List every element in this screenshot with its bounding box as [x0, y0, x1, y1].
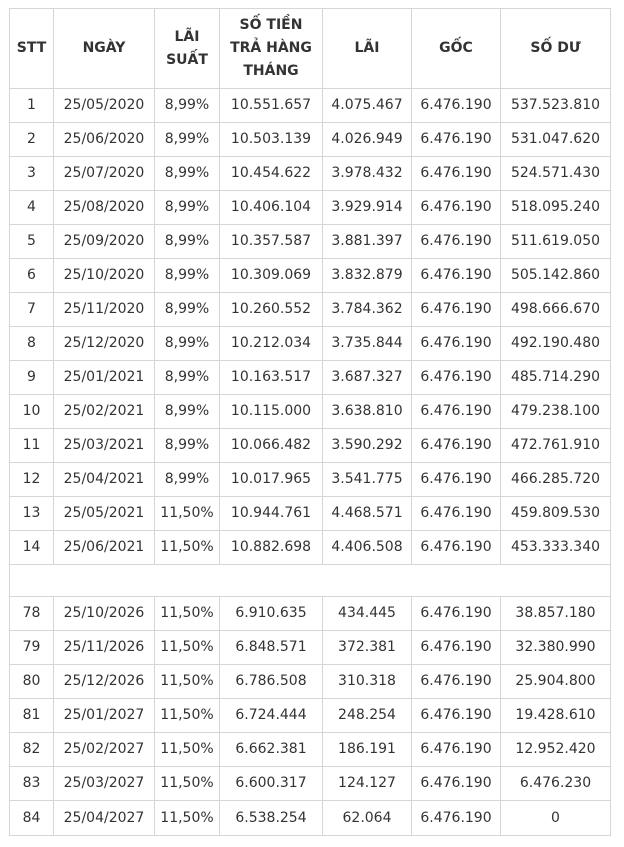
cell-lai-suat: 8,99%: [155, 259, 220, 293]
cell-lai: 3.978.432: [323, 157, 412, 191]
cell-so-tien: 10.503.139: [220, 123, 323, 157]
cell-lai-suat: 8,99%: [155, 463, 220, 497]
table-row: [10, 497, 611, 531]
cell-goc: 6.476.190: [412, 767, 501, 801]
cell-lai: 372.381: [323, 631, 412, 665]
cell-ngay: 25/12/2026: [54, 665, 155, 699]
cell-goc: 6.476.190: [412, 463, 501, 497]
cell-ngay: 25/04/2021: [54, 463, 155, 497]
cell-so-du: 466.285.720: [501, 463, 611, 497]
cell-so-tien: 10.309.069: [220, 259, 323, 293]
cell-so-du: 32.380.990: [501, 631, 611, 665]
cell-lai: 3.784.362: [323, 293, 412, 327]
cell-lai-suat: 8,99%: [155, 293, 220, 327]
table-row: [10, 395, 611, 429]
cell-ngay: 25/03/2027: [54, 767, 155, 801]
cell-lai-suat: 11,50%: [155, 767, 220, 801]
cell-ngay: 25/04/2027: [54, 801, 155, 836]
cell-lai: 3.832.879: [323, 259, 412, 293]
cell-stt: 7: [10, 293, 54, 327]
cell-lai-suat: 8,99%: [155, 157, 220, 191]
cell-so-tien: 10.163.517: [220, 361, 323, 395]
cell-lai: 310.318: [323, 665, 412, 699]
cell-lai-suat: 8,99%: [155, 395, 220, 429]
cell-lai: 434.445: [323, 597, 412, 631]
cell-goc: 6.476.190: [412, 631, 501, 665]
cell-ngay: 25/11/2026: [54, 631, 155, 665]
cell-ngay: 25/01/2021: [54, 361, 155, 395]
table-row: [10, 631, 611, 665]
cell-ngay: 25/09/2020: [54, 225, 155, 259]
cell-so-du: 472.761.910: [501, 429, 611, 463]
cell-so-tien: 6.600.317: [220, 767, 323, 801]
cell-so-tien: 6.848.571: [220, 631, 323, 665]
cell-lai: 62.064: [323, 801, 412, 836]
cell-stt: 11: [10, 429, 54, 463]
header-so-du: SỐ DƯ: [501, 9, 611, 89]
table-row: [10, 157, 611, 191]
cell-stt: 83: [10, 767, 54, 801]
cell-ngay: 25/12/2020: [54, 327, 155, 361]
cell-lai: 4.026.949: [323, 123, 412, 157]
cell-ngay: 25/06/2020: [54, 123, 155, 157]
cell-lai-suat: 8,99%: [155, 89, 220, 123]
table-row: [10, 361, 611, 395]
header-stt: STT: [10, 9, 54, 89]
cell-stt: 80: [10, 665, 54, 699]
cell-so-du: 6.476.230: [501, 767, 611, 801]
cell-so-du: 537.523.810: [501, 89, 611, 123]
header-ngay: NGÀY: [54, 9, 155, 89]
cell-lai: 3.735.844: [323, 327, 412, 361]
table-row: [10, 225, 611, 259]
table-row: [10, 733, 611, 767]
cell-ngay: 25/10/2020: [54, 259, 155, 293]
cell-goc: 6.476.190: [412, 395, 501, 429]
header-lai: LÃI: [323, 9, 412, 89]
cell-stt: 13: [10, 497, 54, 531]
cell-stt: 79: [10, 631, 54, 665]
cell-lai: 186.191: [323, 733, 412, 767]
cell-goc: 6.476.190: [412, 429, 501, 463]
cell-lai: 4.075.467: [323, 89, 412, 123]
cell-ngay: 25/02/2021: [54, 395, 155, 429]
table-header-row: [10, 9, 611, 89]
header-so-tien-tra-hang-thang: SỐ TIỀN TRẢ HÀNG THÁNG: [220, 9, 323, 89]
table-row: [10, 123, 611, 157]
cell-lai: 3.881.397: [323, 225, 412, 259]
cell-ngay: 25/05/2020: [54, 89, 155, 123]
cell-lai: 3.929.914: [323, 191, 412, 225]
cell-lai-suat: 8,99%: [155, 123, 220, 157]
cell-so-du: 38.857.180: [501, 597, 611, 631]
cell-lai-suat: 11,50%: [155, 531, 220, 565]
cell-stt: 82: [10, 733, 54, 767]
table-row: [10, 191, 611, 225]
cell-so-tien: 10.066.482: [220, 429, 323, 463]
cell-lai: 124.127: [323, 767, 412, 801]
cell-goc: 6.476.190: [412, 733, 501, 767]
cell-lai-suat: 8,99%: [155, 429, 220, 463]
cell-stt: 6: [10, 259, 54, 293]
cell-so-tien: 6.662.381: [220, 733, 323, 767]
cell-stt: 1: [10, 89, 54, 123]
cell-goc: 6.476.190: [412, 293, 501, 327]
cell-so-du: 511.619.050: [501, 225, 611, 259]
cell-so-tien: 10.357.587: [220, 225, 323, 259]
cell-stt: 10: [10, 395, 54, 429]
cell-so-du: 498.666.670: [501, 293, 611, 327]
table-body: [10, 89, 611, 836]
cell-so-tien: 10.551.657: [220, 89, 323, 123]
cell-so-tien: 10.115.000: [220, 395, 323, 429]
cell-ngay: 25/05/2021: [54, 497, 155, 531]
cell-lai: 3.590.292: [323, 429, 412, 463]
cell-lai: 4.468.571: [323, 497, 412, 531]
cell-goc: 6.476.190: [412, 191, 501, 225]
cell-lai: 3.638.810: [323, 395, 412, 429]
cell-goc: 6.476.190: [412, 259, 501, 293]
cell-ngay: 25/11/2020: [54, 293, 155, 327]
cell-so-tien: 10.454.622: [220, 157, 323, 191]
cell-goc: 6.476.190: [412, 699, 501, 733]
cell-goc: 6.476.190: [412, 123, 501, 157]
cell-so-du: 531.047.620: [501, 123, 611, 157]
cell-goc: 6.476.190: [412, 89, 501, 123]
cell-so-du: 0: [501, 801, 611, 836]
cell-so-du: 12.952.420: [501, 733, 611, 767]
cell-stt: 2: [10, 123, 54, 157]
cell-lai-suat: 11,50%: [155, 631, 220, 665]
cell-goc: 6.476.190: [412, 327, 501, 361]
cell-so-tien: 6.786.508: [220, 665, 323, 699]
cell-so-tien: 6.538.254: [220, 801, 323, 836]
cell-stt: 3: [10, 157, 54, 191]
cell-ngay: 25/06/2021: [54, 531, 155, 565]
cell-stt: 14: [10, 531, 54, 565]
cell-stt: 9: [10, 361, 54, 395]
cell-lai-suat: 11,50%: [155, 801, 220, 836]
header-lai-suat: LÃI SUẤT: [155, 9, 220, 89]
cell-stt: 12: [10, 463, 54, 497]
cell-so-tien: 10.882.698: [220, 531, 323, 565]
cell-so-tien: 10.406.104: [220, 191, 323, 225]
cell-ngay: 25/01/2027: [54, 699, 155, 733]
cell-lai-suat: 11,50%: [155, 665, 220, 699]
cell-lai-suat: 8,99%: [155, 225, 220, 259]
cell-so-du: 524.571.430: [501, 157, 611, 191]
cell-lai: 3.541.775: [323, 463, 412, 497]
table-row: [10, 327, 611, 361]
gap-cell: [10, 565, 611, 597]
cell-so-tien: 6.910.635: [220, 597, 323, 631]
table-row: [10, 531, 611, 565]
cell-goc: 6.476.190: [412, 497, 501, 531]
cell-goc: 6.476.190: [412, 157, 501, 191]
table-row: [10, 429, 611, 463]
cell-goc: 6.476.190: [412, 665, 501, 699]
table-row: [10, 767, 611, 801]
cell-lai: 4.406.508: [323, 531, 412, 565]
cell-lai-suat: 11,50%: [155, 733, 220, 767]
table-row: [10, 463, 611, 497]
table-row: [10, 293, 611, 327]
table-row: [10, 699, 611, 733]
table-row: [10, 597, 611, 631]
cell-lai-suat: 8,99%: [155, 327, 220, 361]
cell-stt: 5: [10, 225, 54, 259]
cell-so-du: 518.095.240: [501, 191, 611, 225]
cell-so-tien: 6.724.444: [220, 699, 323, 733]
cell-goc: 6.476.190: [412, 597, 501, 631]
cell-lai-suat: 8,99%: [155, 361, 220, 395]
cell-so-tien: 10.017.965: [220, 463, 323, 497]
cell-ngay: 25/07/2020: [54, 157, 155, 191]
cell-lai-suat: 11,50%: [155, 597, 220, 631]
cell-so-tien: 10.260.552: [220, 293, 323, 327]
cell-so-du: 453.333.340: [501, 531, 611, 565]
cell-so-du: 25.904.800: [501, 665, 611, 699]
cell-goc: 6.476.190: [412, 361, 501, 395]
cell-stt: 84: [10, 801, 54, 836]
cell-so-tien: 10.944.761: [220, 497, 323, 531]
cell-so-tien: 10.212.034: [220, 327, 323, 361]
table-row: [10, 89, 611, 123]
cell-so-du: 479.238.100: [501, 395, 611, 429]
cell-so-du: 485.714.290: [501, 361, 611, 395]
cell-ngay: 25/10/2026: [54, 597, 155, 631]
cell-stt: 4: [10, 191, 54, 225]
cell-so-du: 19.428.610: [501, 699, 611, 733]
cell-lai-suat: 8,99%: [155, 191, 220, 225]
table-gap-row: [10, 565, 611, 597]
cell-stt: 8: [10, 327, 54, 361]
cell-goc: 6.476.190: [412, 801, 501, 836]
cell-goc: 6.476.190: [412, 225, 501, 259]
loan-schedule-table: [9, 8, 611, 836]
cell-goc: 6.476.190: [412, 531, 501, 565]
cell-lai: 3.687.327: [323, 361, 412, 395]
cell-ngay: 25/03/2021: [54, 429, 155, 463]
cell-so-du: 492.190.480: [501, 327, 611, 361]
table-row: [10, 801, 611, 836]
cell-lai-suat: 11,50%: [155, 497, 220, 531]
cell-so-du: 459.809.530: [501, 497, 611, 531]
header-goc: GỐC: [412, 9, 501, 89]
cell-stt: 78: [10, 597, 54, 631]
cell-so-du: 505.142.860: [501, 259, 611, 293]
cell-stt: 81: [10, 699, 54, 733]
table-row: [10, 259, 611, 293]
cell-lai-suat: 11,50%: [155, 699, 220, 733]
cell-lai: 248.254: [323, 699, 412, 733]
cell-ngay: 25/02/2027: [54, 733, 155, 767]
table-row: [10, 665, 611, 699]
cell-ngay: 25/08/2020: [54, 191, 155, 225]
